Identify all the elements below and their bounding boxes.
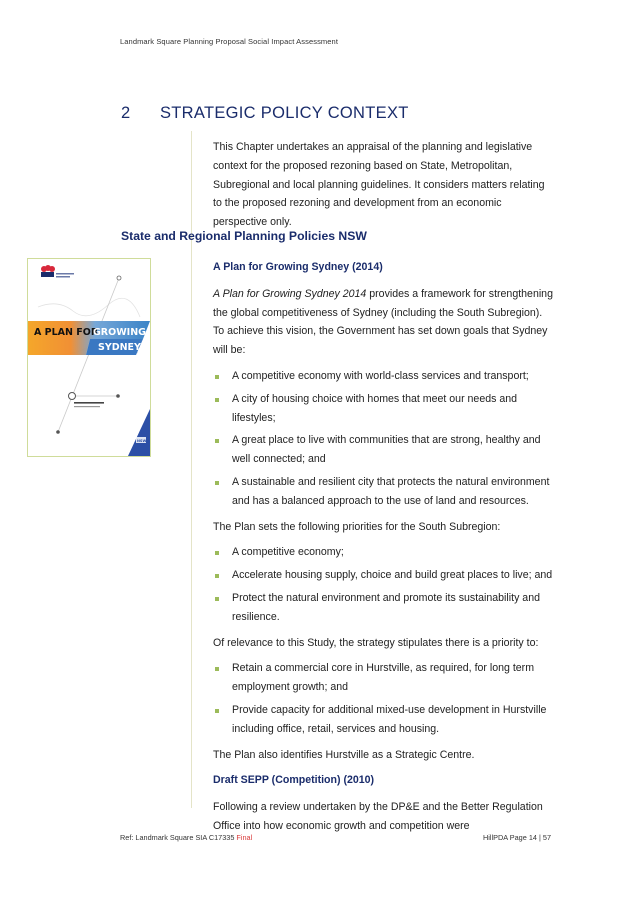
- list-item: [213, 543, 553, 562]
- bullet-icon: [215, 375, 219, 379]
- list-item-text: A great place to live with communities that are strong, healthy and well connected; and: [232, 434, 541, 466]
- plan-paragraph-2: The Plan sets the following priorities for the South Subregion:: [213, 520, 501, 533]
- bullet-icon: [215, 709, 219, 713]
- plan-title-italic: A Plan for Growing Sydney 2014: [213, 287, 367, 300]
- list-item-text: Retain a commercial core in Hurstville, as required, for long term employment growth; and: [232, 662, 535, 694]
- list-item-text: Protect the natural environment and promote its sustainability and resilience.: [232, 591, 540, 623]
- node-icon: [56, 430, 60, 434]
- bullet-icon: [215, 551, 219, 555]
- list-item: [213, 431, 553, 469]
- priorities-list: [213, 543, 553, 626]
- list-item-text: A city of housing choice with homes that meet our needs and lifestyles;: [232, 392, 518, 424]
- cover-title-c: SYDNEY: [98, 342, 141, 353]
- bullet-icon: [215, 398, 219, 402]
- list-item: [213, 367, 553, 386]
- plan-cover-image: [27, 258, 151, 457]
- footer-reference: [120, 833, 252, 842]
- cover-title-a: A PLAN FOR: [34, 327, 99, 338]
- plan-heading: A Plan for Growing Sydney (2014): [213, 261, 383, 273]
- cover-title-b: GROWING: [93, 327, 146, 338]
- list-item: [213, 566, 553, 585]
- goals-list: [213, 367, 553, 511]
- bullet-icon: [215, 597, 219, 601]
- bullet-icon: [215, 481, 219, 485]
- plan-paragraph-1-text: provides a framework for strengthening the global competitiveness of Sydney (including the South Subregion). To achieve this vision, the Government has set down goals that Sydney will be:: [213, 287, 553, 357]
- list-item: [213, 659, 553, 697]
- list-item: [213, 473, 553, 511]
- bullet-icon: [215, 574, 219, 578]
- list-item: [213, 589, 553, 627]
- sepp-paragraph: Following a review undertaken by the DP&E and the Better Regulation Office into how economic growth and competition were: [213, 801, 543, 832]
- node-icon: [116, 394, 120, 398]
- running-header: Landmark Square Planning Proposal Social Impact Assessment: [120, 37, 338, 46]
- list-item: [213, 701, 553, 739]
- section-heading: State and Regional Planning Policies NSW: [121, 229, 367, 243]
- cover-logo-text: NSW: [137, 439, 147, 443]
- bullet-icon: [215, 439, 219, 443]
- chapter-number: 2: [121, 104, 131, 122]
- footer-ref-text: Ref: Landmark Square SIA C17335: [120, 833, 235, 842]
- list-item-text: Accelerate housing supply, choice and build great places to live; and: [232, 569, 553, 582]
- list-item-text: Provide capacity for additional mixed-use development in Hurstville including office, retail, services and housing.: [232, 703, 547, 735]
- cover-artwork: [28, 259, 150, 456]
- plan-paragraph-1: [213, 285, 553, 360]
- node-icon: [117, 276, 121, 280]
- study-priorities-list: [213, 659, 553, 738]
- nsw-logo-icon: [41, 265, 74, 278]
- list-item: [213, 390, 553, 428]
- list-item-text: A competitive economy;: [232, 546, 344, 559]
- plan-section: [213, 258, 553, 843]
- chapter-heading: [121, 104, 409, 123]
- plan-paragraph-3: Of relevance to this Study, the strategy stipulates there is a priority to:: [213, 636, 539, 649]
- list-item-text: A sustainable and resilient city that protects the natural environment and has a balanced approach to the use of land and resources.: [232, 475, 550, 507]
- chapter-title: STRATEGIC POLICY CONTEXT: [160, 104, 409, 122]
- plan-paragraph-4: The Plan also identifies Hurstville as a Strategic Centre.: [213, 748, 475, 761]
- sepp-heading: Draft SEPP (Competition) (2010): [213, 774, 375, 787]
- chapter-intro: This Chapter undertakes an appraisal of the planning and legislative context for the proposed rezoning based on State, Metropolitan, Subregional and local planning guidelines. It considers matters relating to the proposed rezoning and development from an economic perspective only.: [213, 141, 545, 229]
- footer-status: Final: [236, 833, 253, 842]
- footer-page-number: HillPDA Page 14 | 57: [482, 833, 551, 842]
- list-item-text: A competitive economy with world-class services and transport;: [232, 369, 529, 382]
- node-icon: [69, 393, 76, 400]
- bullet-icon: [215, 667, 219, 671]
